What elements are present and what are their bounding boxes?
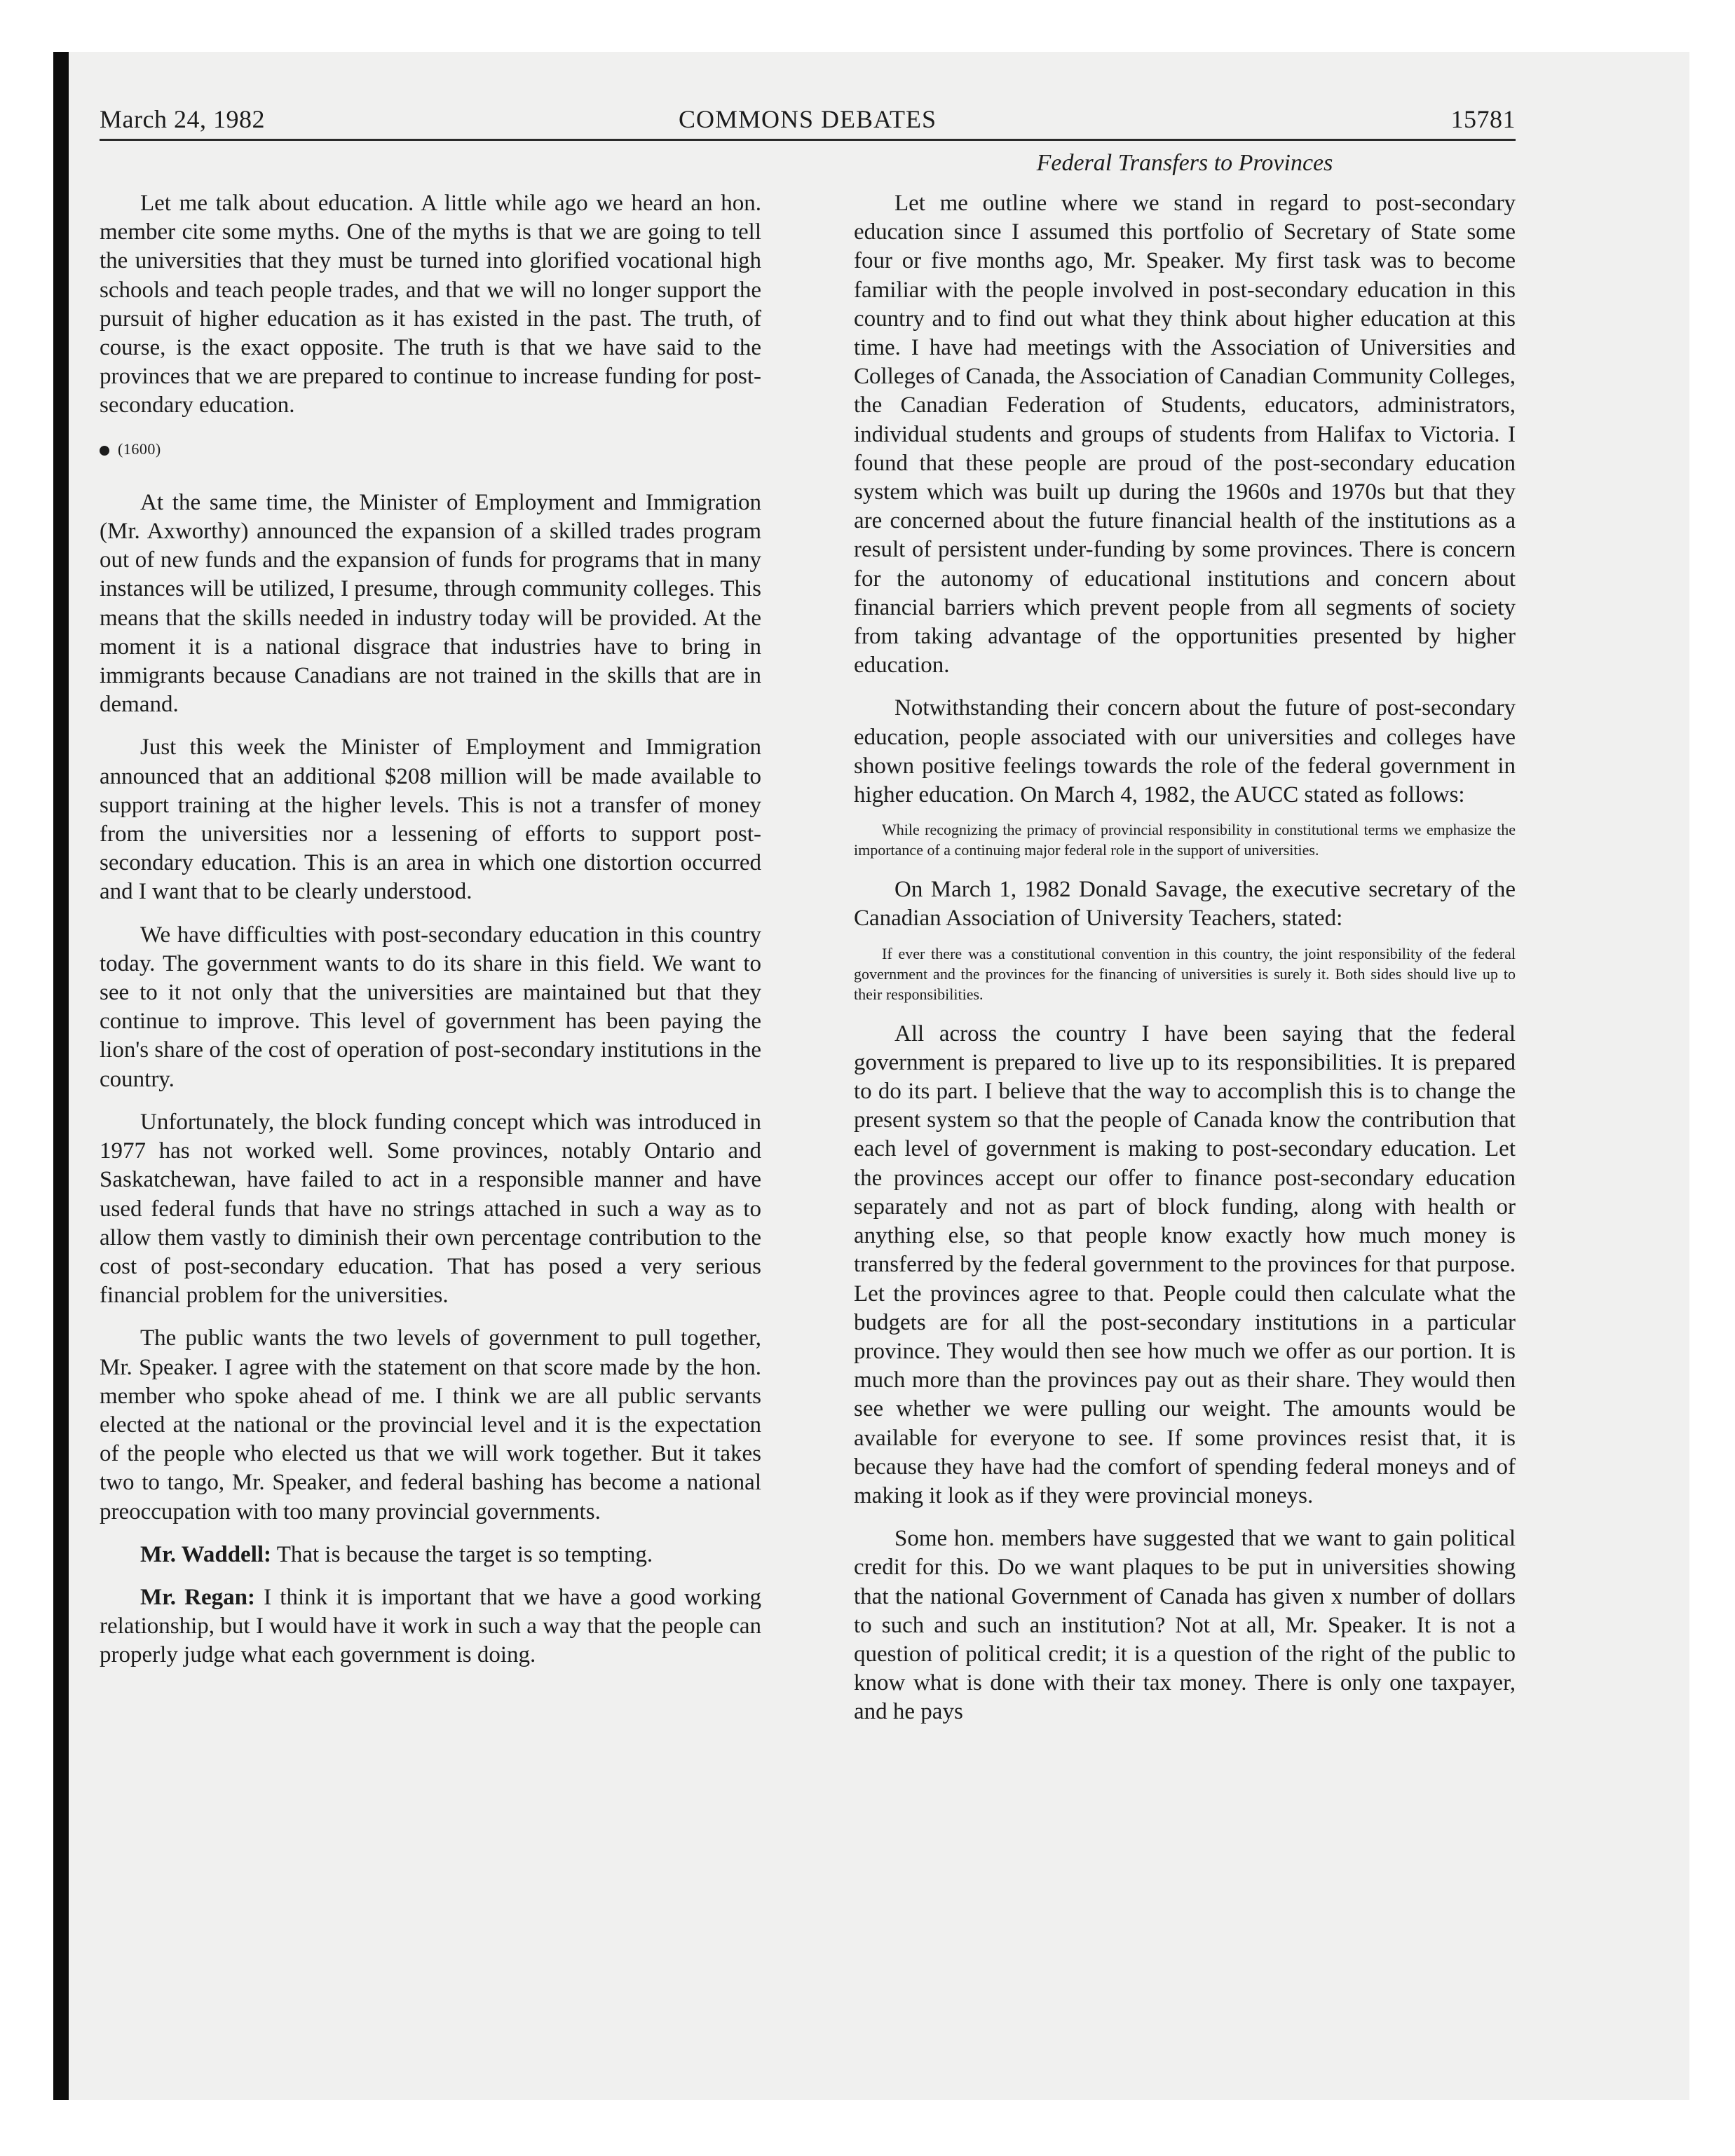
header-date: March 24, 1982 xyxy=(100,105,265,133)
time-marker-text: (1600) xyxy=(118,439,161,458)
page-number: 15781 xyxy=(1450,105,1516,133)
block-quote: If ever there was a constitutional convention in this country, the joint responsibility of the federal government and the provinces for the financing of universities is surely it. Both sides should live up to their responsibilities. xyxy=(854,944,1516,1003)
paragraph: We have difficulties with post-secondary education in this country today. The government wants to do its share in this field. We want to see to it not only that the universities are maintained but that they continue to improve. This level of government has been paying the lion's share of the cost of operation of post-secondary institutions in the country. xyxy=(100,922,761,1092)
bullet-icon xyxy=(100,446,109,456)
paragraph: The public wants the two levels of government to pull together, Mr. Speaker. I agree with the statement on that score made by the hon. member who spoke ahead of me. I think we are all public servants elected at the national or the provincial level and it is the expectation of the people who elected us that we will work together. But it takes two to tango, Mr. Speaker, and federal bashing has become a national preoccupation with too many provincial governments. xyxy=(100,1325,761,1524)
paragraph: Notwithstanding their concern about the future of post-secondary education, people associated with our universities and colleges have shown positive feelings towards the role of the federal government in higher education. On March 4, 1982, the AUCC stated as follows: xyxy=(854,695,1516,808)
running-header xyxy=(100,104,1516,142)
speech-waddell xyxy=(100,1541,761,1569)
header-rule xyxy=(100,139,1516,141)
paragraph: On March 1, 1982 Donald Savage, the executive secretary of the Canadian Association of University Teachers, stated: xyxy=(854,877,1516,932)
paragraph: Unfortunately, the block funding concept which was introduced in 1977 has not worked well. Some provinces, notably Ontario and Saskatchewan, have failed to act in a responsible manner and have used federal funds that have no strings attached in such a way as to allow them vastly to diminish their own percentage contribution to the cost of post-secondary education. That has posed a very serious financial problem for the universities. xyxy=(100,1109,761,1309)
time-marker xyxy=(100,435,761,463)
speech-text: That is because the target is so tempting. xyxy=(276,1541,653,1567)
block-quote: While recognizing the primacy of provincial responsibility in constitutional terms we emphasize the importance of a continuing major federal role in the support of universities. xyxy=(854,821,1516,859)
left-column xyxy=(100,189,761,1684)
section-subheading: Federal Transfers to Provinces xyxy=(1036,150,1333,176)
header-title: COMMONS DEBATES xyxy=(678,105,937,133)
paragraph: All across the country I have been saying that the federal government is prepared to live up to its responsibilities. It is prepared to do its part. I believe that the way to accomplish this is to change the present system so that the people of Canada know the contribution that each level of government is making to post-secondary education. Let the provinces accept our offer to finance post-secondary education separately and not as part of block funding, along with health or anything else, so that people know exactly how much money is transferred by the federal government to the provinces for that purpose. Let the provinces agree to that. People could then calculate what the budgets are for all the post-secondary institutions in a particular province. They would then see how much we offer as our portion. It is much more than the provinces pay out as their share. They would then see whether we were pulling our weight. The amounts would be available for everyone to see. If some provinces resist that, it is because they have had the comfort of spending federal moneys and of making it look as if they were provincial moneys. xyxy=(854,1021,1516,1508)
speaker-name: Mr. Regan: xyxy=(140,1584,255,1610)
paragraph: Some hon. members have suggested that we want to gain political credit for this. Do we want plaques to be put in universities showing that the national Government of Canada has given x number of dollars to such and such an institution? Not at all, Mr. Speaker. It is not a question of political credit; it is a question of the right of the public to know what is done with their tax money. There is only one taxpayer, and he pays xyxy=(854,1526,1516,1725)
scan-binding-edge xyxy=(53,52,69,2100)
paragraph: Just this week the Minister of Employment and Immigration announced that an additional $208 million will be made available to support training at the higher levels. This is not a transfer of money from the universities nor a lessening of efforts to support post-secondary education. This is an area in which one distortion occurred and I want that to be clearly understood. xyxy=(100,735,761,905)
speech-regan xyxy=(100,1583,761,1670)
speech-text: I think it is important that we have a good working relationship, but I would have it work in such a way that the people can properly judge what each government is doing. xyxy=(100,1584,761,1668)
paragraph: Let me outline where we stand in regard to post-secondary education since I assumed this portfolio of Secretary of State some four or five months ago, Mr. Speaker. My first task was to become familiar with the people involved in post-secondary education in this country and to find out what they think about higher education at this time. I have had meetings with the Association of Universities and Colleges of Canada, the Association of Canadian Community Colleges, the Canadian Federation of Students, educators, administrators, individual students and groups of students from Halifax to Victoria. I found that these people are proud of the post-secondary education system which was built up during the 1960s and 1970s but that they are concerned about the future financial health of the institutions as a result of persistent under-funding by some provinces. There is concern for the autonomy of educational institutions and concern about financial barriers which prevent people from all segments of society from taking advantage of the opportunities presented by higher education. xyxy=(854,191,1516,678)
paragraph: Let me talk about education. A little while ago we heard an hon. member cite some myths. One of the myths is that we are going to tell the universities that they must be turned into glorified vocational high schools and teach people trades, and that we will no longer support the pursuit of higher education as it has existed in the past. The truth, of course, is the exact opposite. The truth is that we have said to the provinces that we are prepared to continue to increase funding for post-secondary education. xyxy=(100,191,761,418)
paragraph: At the same time, the Minister of Employment and Immigration (Mr. Axworthy) announced the expansion of a skilled trades program out of new funds and the expansion of funds for programs that in many instances will be utilized, I presume, through community colleges. This means that the skills needed in industry today will be provided. At the moment it is a national disgrace that industries have to bring in immigrants because Canadians are not trained in the skills that are in demand. xyxy=(100,489,761,718)
speaker-name: Mr. Waddell: xyxy=(140,1541,272,1567)
right-column xyxy=(854,189,1516,1741)
